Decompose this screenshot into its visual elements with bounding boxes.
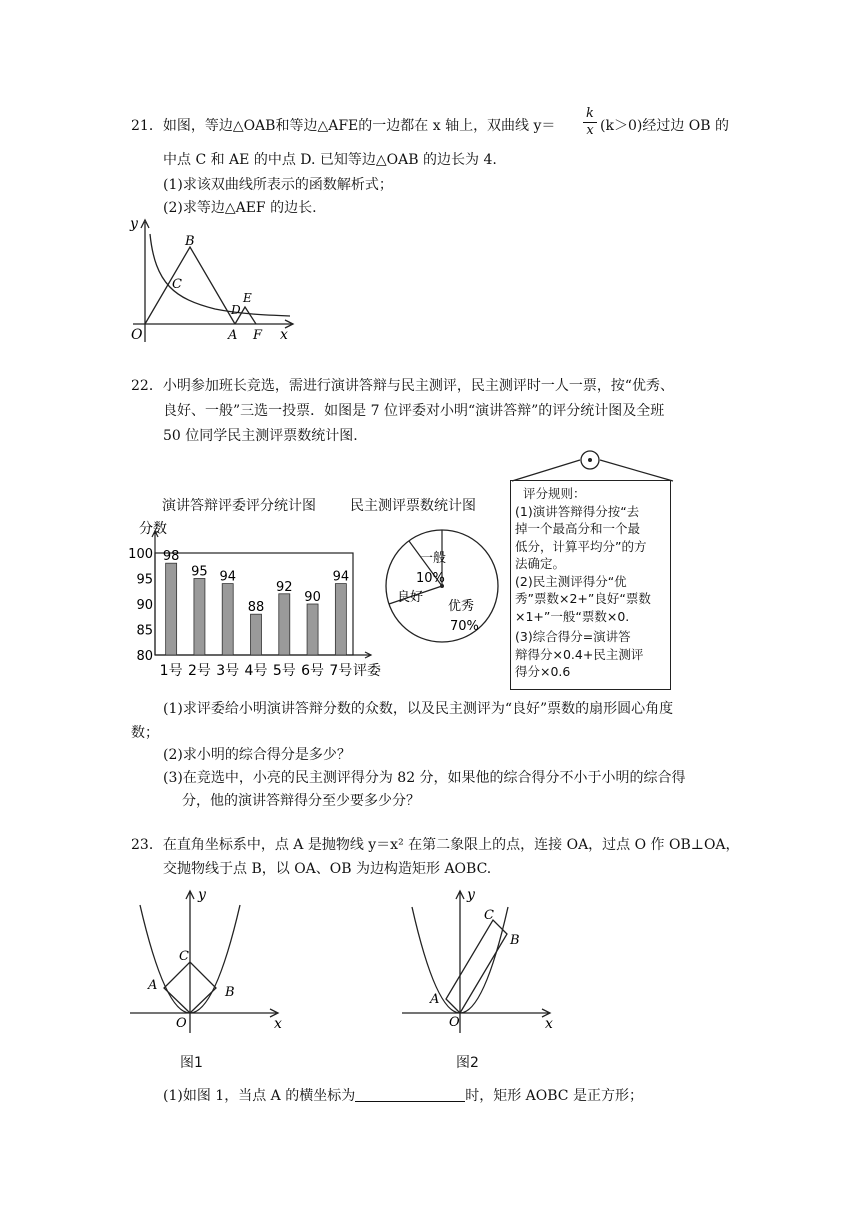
rules-line: (3)综合得分=演讲答 <box>515 629 631 644</box>
fraction-denominator: x <box>586 123 594 138</box>
label-c: C <box>172 277 182 292</box>
q21-line1-tail: (k＞0)经过边 OB 的 <box>600 118 729 134</box>
bar <box>279 594 290 655</box>
label-y: y <box>130 216 138 232</box>
q23-sub1-pre: (1)如图 1，当点 A 的横坐标为 <box>163 1088 356 1104</box>
label-o: O <box>131 327 143 343</box>
q23-line1: 23．在直角坐标系中，点 A 是抛物线 y＝x² 在第二象限上的点，连接 OA，过点 O 作 OB⊥OA， <box>131 837 740 853</box>
rules-line: 法确定。 <box>515 556 566 571</box>
fraction-numerator: k <box>586 106 594 121</box>
hyperbola-curve <box>150 234 290 316</box>
figure-1-caption: 图1 <box>180 1055 203 1071</box>
q22-sub3b: 分，他的演讲答辩得分至少要多少分？ <box>182 793 420 809</box>
x-tick-label: 7号 <box>329 663 353 679</box>
rules-line: (2)民主测评得分“优 <box>515 573 627 589</box>
bar-value-label: 90 <box>304 590 321 605</box>
pie-slice-percent-excellent: 70% <box>450 619 479 634</box>
rules-line: 得分×0.6 <box>515 664 571 679</box>
label-x: x <box>274 1016 282 1032</box>
bar <box>194 579 205 656</box>
pie-slice-label-ordinary: 一般 <box>420 551 447 566</box>
label-b: B <box>225 985 235 1000</box>
bar-value-label: 92 <box>276 579 293 595</box>
y-tick-label: 80 <box>136 649 153 664</box>
q23-sub1-post: 时，矩形 AOBC 是正方形； <box>465 1088 643 1104</box>
rules-line: 辩得分×0.4+民主测评 <box>515 646 644 662</box>
bar-value-label: 95 <box>191 564 208 580</box>
q22-sub1: (1)求评委给小明演讲答辩分数的众数，以及民主测评为“良好”票数的扇形圆心角度 <box>163 701 674 717</box>
label-o: O <box>176 1016 187 1031</box>
q22-sub3: (3)在竞选中，小亮的民主测评得分为 82 分，如果他的综合得分不小于小明的综合得 <box>163 770 686 786</box>
bar <box>307 604 318 655</box>
bar-value-label: 94 <box>219 569 236 585</box>
q21-line2: 中点 C 和 AE 的中点 D. 已知等边△OAB 的边长为 4. <box>163 152 497 168</box>
label-y: y <box>467 887 475 903</box>
label-c: C <box>484 908 494 923</box>
q23-figure-2 <box>400 885 560 1035</box>
pie-slice-label-good: 良好 <box>397 590 424 605</box>
bar <box>251 614 262 655</box>
x-tick-label: 4号 <box>244 663 268 679</box>
figure-2-caption: 图2 <box>456 1055 479 1071</box>
label-a: A <box>148 978 158 993</box>
y-axis-label: 分数 <box>139 521 167 537</box>
bar-value-label: 88 <box>247 600 265 616</box>
q23-line2: 交抛物线于点 B，以 OA、OB 为边构造矩形 AOBC. <box>163 861 492 877</box>
x-tick-label: 5号 <box>272 663 296 679</box>
label-a: A <box>228 328 238 343</box>
q22-line2: 良好、一般”三选一投票．如图是 7 位评委对小明“演讲答辩”的评分统计图及全班 <box>163 403 665 419</box>
rules-title: 评分规则： <box>523 486 586 501</box>
triangle-oab <box>145 247 235 324</box>
rectangle-aobc <box>446 920 507 1013</box>
label-x: x <box>545 1016 553 1032</box>
pie-chart <box>375 520 500 655</box>
bar-chart-title: 演讲答辩评委评分统计图 <box>162 498 316 514</box>
pie-slice-label-excellent: 优秀 <box>448 599 475 614</box>
label-b: B <box>510 933 520 948</box>
label-y: y <box>198 887 206 903</box>
q23-sub1 <box>163 1086 643 1106</box>
q22-line1: 22．小明参加班长竞选，需进行演讲答辩与民主测评，民主测评时一人一票，按“优秀、 <box>131 378 674 394</box>
q22-sub2: (2)求小明的综合得分是多少？ <box>163 747 351 763</box>
answer-blank[interactable] <box>355 1087 465 1102</box>
x-tick-label: 2号 <box>187 663 211 679</box>
q23-figure-1 <box>128 885 288 1035</box>
q22-sub1b: 数； <box>131 725 159 741</box>
bar <box>166 563 177 655</box>
label-a: A <box>430 992 440 1007</box>
y-tick-label: 95 <box>136 572 153 588</box>
label-e: E <box>243 291 252 305</box>
rules-line: ×1+”一般“票数×0. <box>515 608 630 624</box>
rules-line: 掉一个最高分和一个最 <box>515 521 641 536</box>
label-c: C <box>179 949 189 964</box>
bar <box>335 584 346 655</box>
x-tick-label: 6号 <box>301 663 325 679</box>
pie-chart-title: 民主测评票数统计图 <box>350 498 476 514</box>
q21-line1: 21．如图，等边△OAB和等边△AFE的一边都在 x 轴上，双曲线 y＝ <box>131 118 556 134</box>
label-d: D <box>231 303 241 317</box>
bar <box>222 584 233 655</box>
q22-line3: 50 位同学民主测评票数统计图. <box>163 428 358 444</box>
rules-line: (1)演讲答辩得分按“去 <box>515 503 640 519</box>
bar-chart <box>128 515 395 679</box>
q21-figure <box>125 214 300 346</box>
y-tick-label: 100 <box>128 547 153 562</box>
label-x: x <box>280 327 288 343</box>
x-tick-label: 1号 <box>159 663 183 679</box>
q21-fraction <box>583 106 597 139</box>
q21-sub2: (2)求等边△AEF 的边长. <box>163 200 317 216</box>
label-f: F <box>253 328 263 343</box>
x-tick-label: 3号 <box>216 663 240 679</box>
label-b: B <box>185 234 195 249</box>
pie-slice-percent-ordinary: 10% <box>416 571 445 586</box>
label-o: O <box>449 1015 460 1030</box>
rules-board <box>510 480 671 690</box>
y-tick-label: 85 <box>136 623 153 639</box>
x-axis-label: 评委 <box>353 663 381 679</box>
bar-value-label: 94 <box>332 569 350 585</box>
y-tick-label: 90 <box>136 598 153 613</box>
q21-sub1: (1)求该双曲线所表示的函数解析式； <box>163 177 393 193</box>
bar-value-label: 98 <box>162 549 180 565</box>
rules-line: 低分，计算平均分”的方 <box>515 538 647 554</box>
rules-line: 秀”票数×2+”良好“票数 <box>515 591 651 606</box>
